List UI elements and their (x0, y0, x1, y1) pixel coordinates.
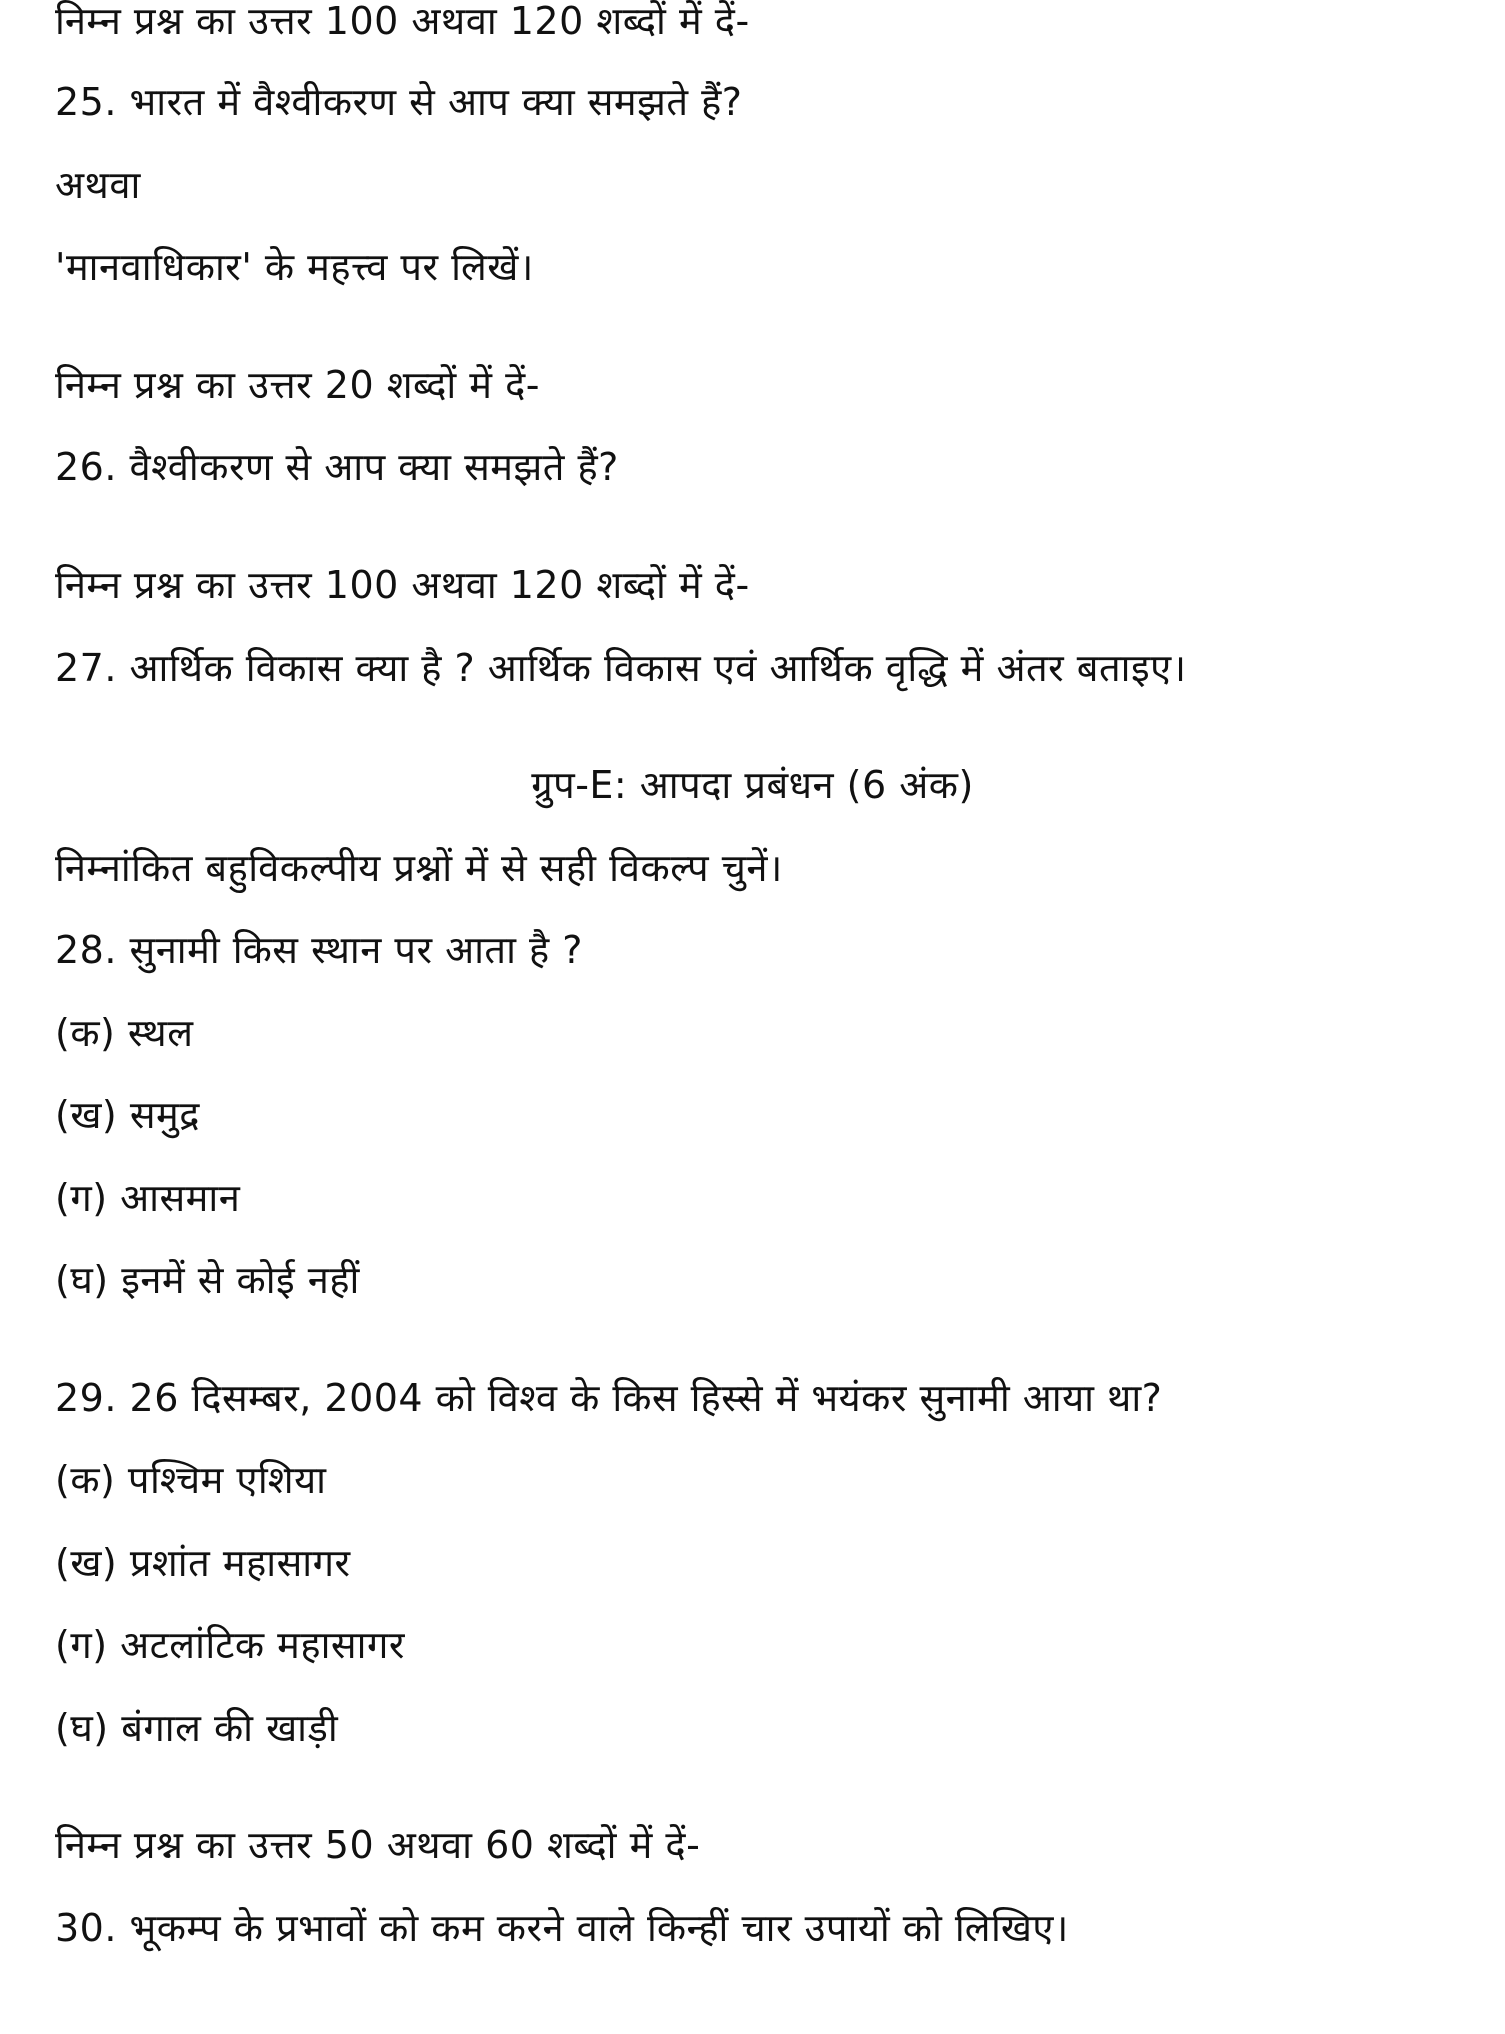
question-30: 30. भूकम्प के प्रभावों को कम करने वाले किन्हीं चार उपायों को लिखिए। (55, 1906, 1069, 1950)
instruction-q26: निम्न प्रश्न का उत्तर 20 शब्दों में दें- (55, 363, 541, 407)
q29-option-b: (ख) प्रशांत महासागर (55, 1541, 351, 1585)
q28-option-b: (ख) समुद्र (55, 1093, 200, 1137)
group-e-heading: ग्रुप-E: आपदा प्रबंधन (6 अंक) (531, 763, 974, 807)
instruction-q30: निम्न प्रश्न का उत्तर 50 अथवा 60 शब्दों में दें- (55, 1823, 701, 1867)
instruction-q27: निम्न प्रश्न का उत्तर 100 अथवा 120 शब्दों में दें- (55, 563, 750, 607)
question-25: 25. भारत में वैश्वीकरण से आप क्या समझते हैं? (55, 80, 743, 124)
q28-option-a: (क) स्थल (55, 1011, 194, 1055)
question-29: 29. 26 दिसम्बर, 2004 को विश्व के किस हिस्से में भयंकर सुनामी आया था? (55, 1376, 1163, 1420)
or-separator: अथवा (55, 163, 141, 207)
mcq-instruction: निम्नांकित बहुविकल्पीय प्रश्नों में से सही विकल्प चुनें। (55, 846, 783, 890)
question-26: 26. वैश्वीकरण से आप क्या समझते हैं? (55, 445, 619, 489)
q29-option-c: (ग) अटलांटिक महासागर (55, 1623, 405, 1667)
question-25-alternative: 'मानवाधिकार' के महत्त्व पर लिखें। (55, 245, 534, 289)
question-27: 27. आर्थिक विकास क्या है ? आर्थिक विकास एवं आर्थिक वृद्धि में अंतर बताइए। (55, 646, 1187, 690)
question-28: 28. सुनामी किस स्थान पर आता है ? (55, 928, 583, 972)
q29-option-d: (घ) बंगाल की खाड़ी (55, 1706, 339, 1750)
q28-option-d: (घ) इनमें से कोई नहीं (55, 1258, 360, 1302)
q28-option-c: (ग) आसमान (55, 1176, 241, 1220)
q29-option-a: (क) पश्चिम एशिया (55, 1458, 327, 1502)
instruction-q25: निम्न प्रश्न का उत्तर 100 अथवा 120 शब्दों में दें- (55, 0, 750, 43)
